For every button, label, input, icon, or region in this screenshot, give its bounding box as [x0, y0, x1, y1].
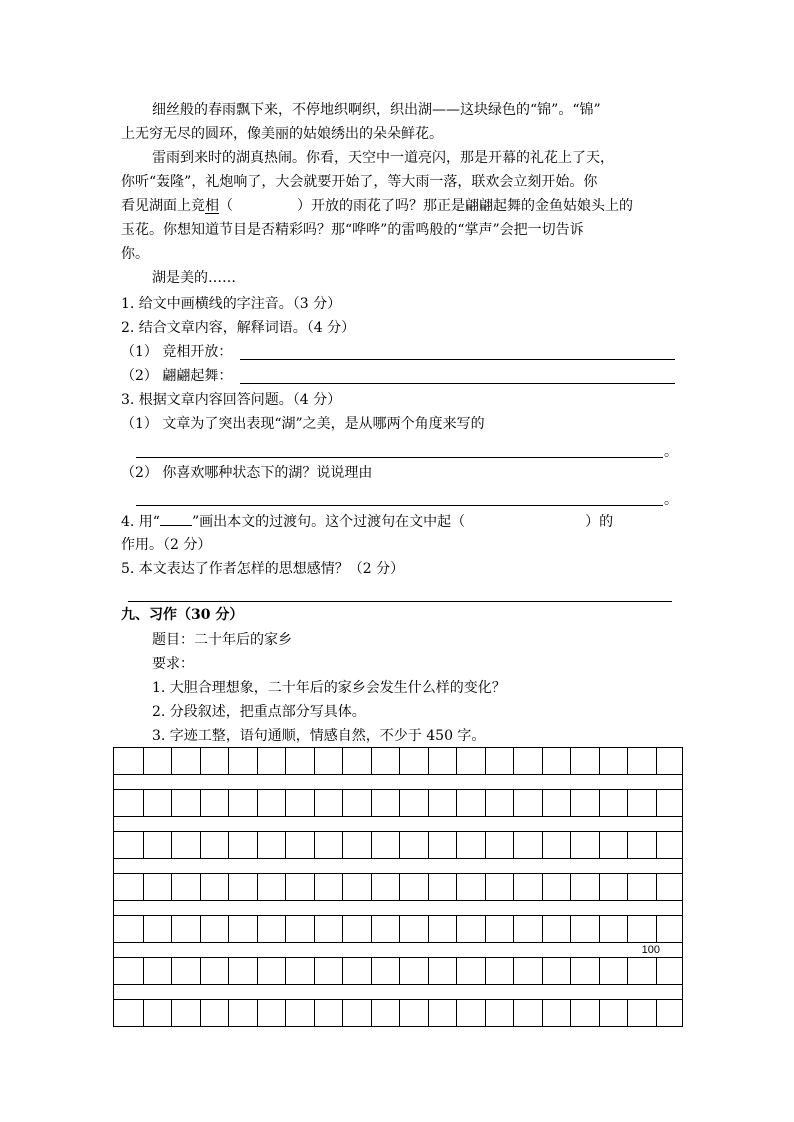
grid-cell[interactable] [285, 1000, 314, 1026]
grid-cell[interactable] [456, 1000, 485, 1026]
grid-cell[interactable] [200, 958, 229, 984]
grid-cell[interactable] [513, 958, 542, 984]
passage-text: ）开放的雨花了吗？那正是翩翩起舞的金鱼姑娘头上的 [297, 198, 633, 214]
grid-cell[interactable] [627, 832, 656, 858]
grid-cell[interactable] [399, 832, 428, 858]
question-4-line1 [121, 511, 613, 532]
passage-p1-line1: 细丝般的春雨飘下来，不停地织啊织，织出湖——这块绿色的“锦”。“锦” [152, 102, 601, 118]
grid-cell[interactable] [399, 790, 428, 816]
grid-row[interactable] [113, 873, 683, 901]
grid-cell[interactable] [171, 958, 200, 984]
grid-cell[interactable] [399, 874, 428, 900]
question-3-1: （1） 文章为了突出表现“湖”之美，是从哪两个角度来写的 [121, 416, 485, 432]
grid-cell[interactable] [570, 832, 599, 858]
question-4-line2: 作用。（2 分） [121, 537, 212, 553]
grid-cell[interactable] [342, 790, 371, 816]
grid-cell[interactable] [371, 748, 400, 774]
question-3: 3. 根据文章内容回答问题。（4 分） [121, 392, 342, 408]
grid-cell[interactable] [285, 958, 314, 984]
grid-cell[interactable] [143, 874, 172, 900]
grid-cell[interactable] [627, 874, 656, 900]
grid-cell[interactable] [627, 1000, 656, 1026]
grid-cell[interactable] [542, 748, 571, 774]
grid-cell[interactable] [200, 874, 229, 900]
passage-p2-line2: 你听“轰隆”，礼炮响了，大会就要开始了，等大雨一落，联欢会立刻开始。你 [121, 174, 598, 190]
grid-cell[interactable] [656, 874, 685, 900]
grid-cell[interactable] [314, 832, 343, 858]
grid-cell[interactable] [371, 958, 400, 984]
requirements-label: 要求： [152, 656, 194, 672]
underline-sample [160, 511, 192, 526]
passage-p3: 湖是美的…… [152, 270, 236, 286]
grid-cell[interactable] [228, 1000, 257, 1026]
grid-row[interactable] [113, 915, 683, 943]
grid-cell[interactable] [656, 916, 685, 942]
grid-cell[interactable] [257, 748, 286, 774]
grid-cell[interactable] [257, 790, 286, 816]
grid-cell[interactable] [570, 916, 599, 942]
passage-p2-line3 [121, 196, 633, 216]
grid-cell[interactable] [171, 748, 200, 774]
grid-cell[interactable] [513, 1000, 542, 1026]
grid-cell[interactable] [627, 916, 656, 942]
open-paren: （ [219, 198, 233, 214]
grid-cell[interactable] [228, 790, 257, 816]
grid-cell[interactable] [570, 1000, 599, 1026]
answer-line-2-1[interactable] [240, 359, 675, 360]
grid-cell[interactable] [342, 748, 371, 774]
grid-cell[interactable] [485, 874, 514, 900]
grid-cell[interactable] [542, 958, 571, 984]
grid-cell[interactable] [599, 874, 628, 900]
grid-cell[interactable] [513, 790, 542, 816]
grid-row[interactable] [113, 831, 683, 859]
grid-cell[interactable] [428, 748, 457, 774]
grid-cell[interactable] [542, 874, 571, 900]
grid-cell[interactable] [456, 790, 485, 816]
underlined-char: 相 [205, 198, 219, 214]
grid-cell[interactable] [143, 916, 172, 942]
grid-cell[interactable] [428, 1000, 457, 1026]
question-5: 5. 本文表达了作者怎样的思想感情？（2 分） [121, 561, 405, 577]
grid-cell[interactable] [456, 874, 485, 900]
grid-row-gap [113, 817, 683, 831]
grid-cell[interactable] [314, 958, 343, 984]
grid-cell[interactable] [342, 916, 371, 942]
requirement-3: 3. 字迹工整，语句通顺，情感自然，不少于 450 字。 [152, 728, 486, 744]
period-mark: 。 [664, 444, 678, 460]
passage-p2-line5: 你。 [121, 246, 149, 262]
grid-cell[interactable] [485, 1000, 514, 1026]
grid-cell[interactable] [399, 958, 428, 984]
grid-cell[interactable] [228, 748, 257, 774]
question-1: 1. 给文中画横线的字注音。（3 分） [121, 296, 342, 312]
writing-grid[interactable] [113, 747, 683, 1028]
grid-cell[interactable] [143, 790, 172, 816]
grid-row-gap [113, 859, 683, 873]
grid-row-gap [113, 901, 683, 915]
grid-cell[interactable] [285, 790, 314, 816]
grid-cell[interactable] [171, 916, 200, 942]
grid-cell[interactable] [513, 832, 542, 858]
grid-cell[interactable] [599, 1000, 628, 1026]
grid-cell[interactable] [656, 958, 685, 984]
grid-cell[interactable] [570, 958, 599, 984]
grid-cell[interactable] [599, 832, 628, 858]
grid-cell[interactable] [171, 832, 200, 858]
answer-line-2-2[interactable] [240, 383, 675, 384]
grid-cell[interactable] [371, 1000, 400, 1026]
grid-row-gap [113, 985, 683, 999]
grid-cell[interactable] [228, 832, 257, 858]
grid-cell[interactable] [228, 916, 257, 942]
passage-text: 看见湖面上竞 [121, 198, 205, 214]
grid-cell[interactable] [656, 790, 685, 816]
grid-cell[interactable] [228, 958, 257, 984]
grid-cell[interactable] [399, 748, 428, 774]
grid-cell[interactable] [485, 916, 514, 942]
question-4-text: 4. 用“ [121, 514, 160, 530]
question-4-text: ”画出本文的过渡句。这个过渡句在文中起（ [191, 514, 466, 530]
grid-cell[interactable] [228, 874, 257, 900]
period-mark: 。 [664, 492, 678, 508]
grid-cell[interactable] [428, 958, 457, 984]
answer-line-3-1[interactable] [136, 457, 663, 458]
passage-p1-line2: 上无穷无尽的圆环，像美丽的姑娘绣出的朵朵鲜花。 [121, 126, 443, 142]
grid-cell[interactable] [371, 790, 400, 816]
grid-cell[interactable] [513, 748, 542, 774]
grid-cell[interactable] [200, 832, 229, 858]
grid-cell[interactable] [599, 790, 628, 816]
grid-cell[interactable] [627, 748, 656, 774]
grid-row-gap [113, 775, 683, 789]
grid-cell[interactable] [485, 832, 514, 858]
grid-cell[interactable] [143, 1000, 172, 1026]
grid-row[interactable] [113, 789, 683, 817]
grid-cell[interactable] [342, 1000, 371, 1026]
grid-cell[interactable] [171, 1000, 200, 1026]
grid-cell[interactable] [627, 958, 656, 984]
grid-cell[interactable] [428, 832, 457, 858]
grid-cell[interactable] [171, 874, 200, 900]
passage-p2-line1: 雷雨到来时的湖真热闹。你看，天空中一道亮闪，那是开幕的礼花上了天， [152, 150, 614, 166]
grid-cell[interactable] [171, 790, 200, 816]
grid-cell[interactable] [627, 790, 656, 816]
grid-cell[interactable] [570, 874, 599, 900]
grid-cell[interactable] [285, 874, 314, 900]
grid-cell[interactable] [314, 748, 343, 774]
grid-cell[interactable] [143, 958, 172, 984]
grid-cell[interactable] [285, 832, 314, 858]
grid-cell[interactable] [143, 832, 172, 858]
grid-cell[interactable] [428, 874, 457, 900]
passage-p2-line4: 玉花。你想知道节目是否精彩吗？那“哗哗”的雷鸣般的“掌声”会把一切告诉 [121, 222, 584, 238]
grid-cell[interactable] [257, 916, 286, 942]
grid-cell[interactable] [371, 916, 400, 942]
question-4-text: ）的 [585, 514, 614, 530]
grid-cell[interactable] [428, 790, 457, 816]
grid-cell[interactable] [485, 958, 514, 984]
requirement-1: 1. 大胆合理想象，二十年后的家乡会发生什么样的变化？ [152, 680, 506, 696]
grid-cell[interactable] [314, 1000, 343, 1026]
grid-cell[interactable] [342, 874, 371, 900]
grid-cell[interactable] [656, 832, 685, 858]
grid-cell[interactable] [285, 748, 314, 774]
answer-line-5[interactable] [128, 601, 672, 602]
grid-cell[interactable] [200, 916, 229, 942]
grid-cell[interactable] [456, 748, 485, 774]
grid-row-gap [113, 943, 683, 957]
question-2: 2. 结合文章内容，解释词语。（4 分） [121, 320, 356, 336]
grid-cell[interactable] [200, 1000, 229, 1026]
grid-cell[interactable] [399, 1000, 428, 1026]
grid-cell[interactable] [428, 916, 457, 942]
grid-cell[interactable] [456, 916, 485, 942]
grid-cell[interactable] [485, 790, 514, 816]
grid-cell[interactable] [542, 916, 571, 942]
composition-topic: 题目：二十年后的家乡 [152, 632, 292, 648]
grid-cell[interactable] [342, 832, 371, 858]
grid-cell[interactable] [542, 1000, 571, 1026]
grid-cell[interactable] [371, 832, 400, 858]
grid-cell[interactable] [570, 790, 599, 816]
grid-cell[interactable] [599, 916, 628, 942]
grid-cell[interactable] [656, 1000, 685, 1026]
grid-row[interactable] [113, 747, 683, 775]
grid-cell[interactable] [513, 916, 542, 942]
grid-cell[interactable] [200, 748, 229, 774]
question-2-1: （1） 竞相开放： [121, 344, 233, 360]
grid-cell[interactable] [456, 832, 485, 858]
grid-cell[interactable] [143, 748, 172, 774]
grid-cell[interactable] [314, 916, 343, 942]
grid-row[interactable] [113, 999, 683, 1027]
grid-cell[interactable] [570, 748, 599, 774]
question-3-2: （2） 你喜欢哪种状态下的湖？说说理由 [121, 465, 373, 481]
grid-cell[interactable] [342, 958, 371, 984]
grid-cell[interactable] [542, 790, 571, 816]
grid-cell[interactable] [257, 958, 286, 984]
grid-cell[interactable] [200, 790, 229, 816]
grid-row[interactable] [113, 957, 683, 985]
grid-cell[interactable] [257, 832, 286, 858]
grid-cell[interactable] [485, 748, 514, 774]
character-count-mark: 100 [641, 944, 660, 956]
grid-cell[interactable] [513, 874, 542, 900]
grid-cell[interactable] [399, 916, 428, 942]
grid-cell[interactable] [456, 958, 485, 984]
grid-cell[interactable] [656, 748, 685, 774]
section-heading: 九、习作（30 分） [121, 607, 244, 623]
grid-cell[interactable] [371, 874, 400, 900]
answer-line-3-2[interactable] [136, 505, 663, 506]
question-2-2: （2） 翩翩起舞： [121, 368, 233, 384]
grid-cell[interactable] [599, 748, 628, 774]
grid-cell[interactable] [314, 790, 343, 816]
grid-cell[interactable] [257, 1000, 286, 1026]
grid-cell[interactable] [285, 916, 314, 942]
requirement-2: 2. 分段叙述，把重点部分写具体。 [152, 704, 366, 720]
grid-cell[interactable] [257, 874, 286, 900]
grid-cell[interactable] [599, 958, 628, 984]
grid-cell[interactable] [542, 832, 571, 858]
grid-cell[interactable] [314, 874, 343, 900]
